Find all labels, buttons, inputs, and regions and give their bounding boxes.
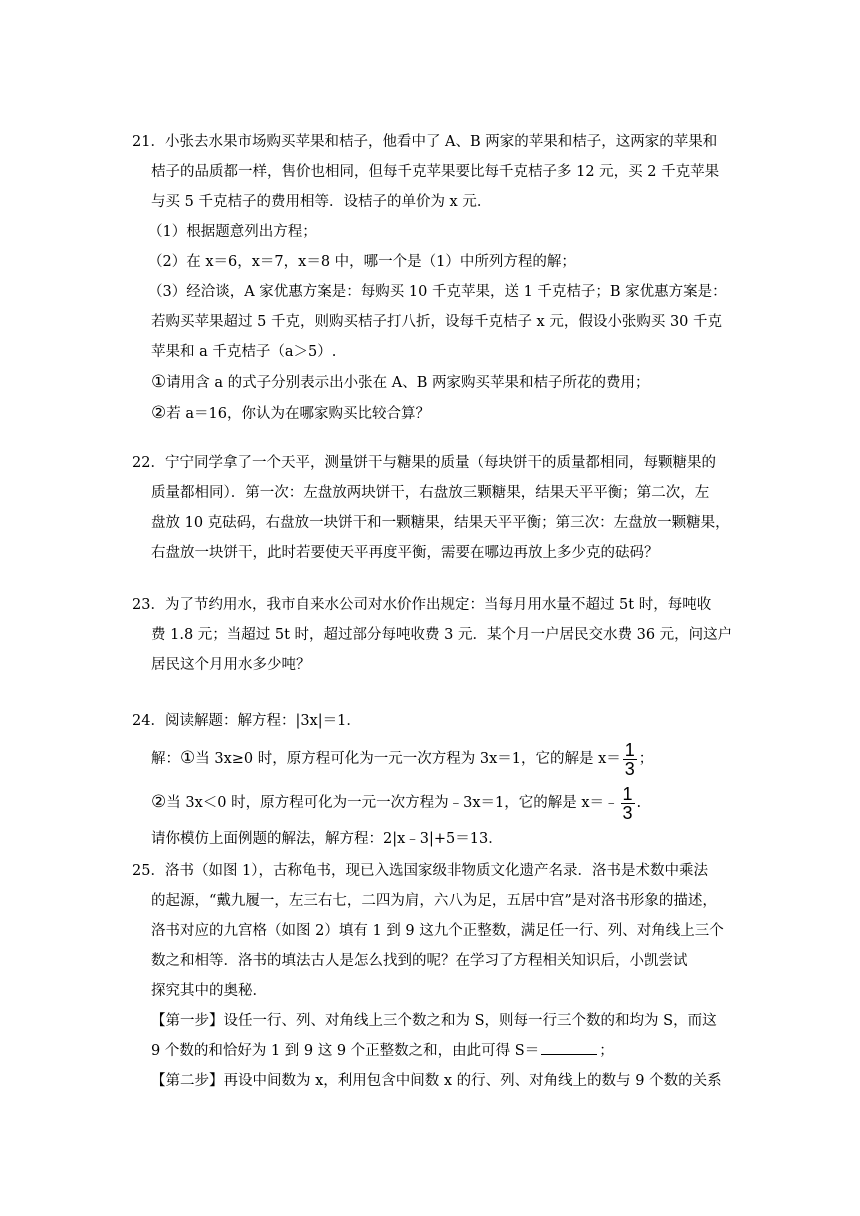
q23-line-2: 费 1.8 元；当超过 5t 时，超过部分每吨收费 3 元．某个月一户居民交水费 36 元，问这户 [151, 627, 733, 643]
circled-1-marker: ① [180, 748, 196, 768]
q21-part-1: （1）根据题意列出方程； [148, 224, 317, 240]
circled-1-marker: ① [151, 372, 167, 392]
q25-line-3: 洛书对应的九宫格（如图 2）填有 1 到 9 这九个正整数，满足任一行、列、对角线上三个 [151, 923, 724, 939]
q21-subpart-2 [132, 398, 732, 429]
question-22 [132, 448, 732, 568]
q21-line-2: 桔子的品质都一样，售价也相同，但每千克苹果要比每千克桔子多 12 元，买 2 千克苹果 [151, 164, 720, 180]
q21-subpart-1-text: 请用含 a 的式子分别表示出小张在 A、B 两家购买苹果和桔子所花的费用； [166, 375, 650, 391]
question-25 [132, 856, 732, 1096]
fraction-numerator: 1 [624, 739, 635, 760]
question-24 [132, 706, 732, 854]
question-23 [132, 590, 732, 680]
q23-line-3: 居民这个月用水多少吨？ [151, 657, 311, 673]
q21-part-3-line-1: （3）经洽谈，A 家优惠方案是：每购买 10 千克苹果，送 1 千克桔子；B 家优惠方案是： [148, 284, 727, 300]
q24-solution-1 [132, 736, 732, 780]
q22-line-3: 盘放 10 克砝码，右盘放一块饼干和一颗糖果，结果天平平衡；第三次：左盘放一颗糖果， [151, 515, 730, 531]
fraction-one-third [623, 741, 637, 778]
q21-subpart-2-text: 若 a＝16，你认为在哪家购买比较合算？ [166, 406, 430, 422]
fraction-one-third [621, 785, 635, 822]
q24-solution-2 [132, 780, 732, 824]
q25-step-2-line-1: 【第二步】再设中间数为 x，利用包含中间数 x 的行、列、对角线上的数与 9 个数的关系 [151, 1073, 722, 1089]
answer-blank[interactable] [541, 1038, 597, 1055]
circled-2-marker: ② [151, 403, 167, 423]
q25-line-1: 25．洛书（如图 1），古称龟书，现已入选国家级非物质文化遗产名录．洛书是术数中乘法 [132, 863, 709, 879]
q25-step-1-end: ； [599, 1043, 614, 1059]
q25-line-5: 探究其中的奥秘． [151, 983, 267, 999]
q24-solution-1-end: ； [638, 751, 654, 767]
q25-step-1-line-2 [132, 1036, 732, 1066]
q21-line-3: 与买 5 千克桔子的费用相等．设桔子的单价为 x 元． [151, 194, 492, 210]
fraction-denominator: 3 [624, 758, 635, 779]
q21-part-2: （2）在 x＝6，x＝7，x＝8 中，哪一个是（1）中所列方程的解； [148, 254, 576, 270]
q24-solution-prefix: 解： [151, 751, 180, 767]
q22-line-1: 22．宁宁同学拿了一个天平，测量饼干与糖果的质量（每块饼干的质量都相同，每颗糖果的 [132, 455, 716, 471]
q24-solution-2-end: . [636, 795, 642, 811]
q25-line-2: 的起源，“戴九履一，左三右七，二四为肩，六八为足，五居中宫”是对洛书形象的描述， [151, 893, 717, 909]
fraction-numerator: 1 [622, 783, 633, 804]
q24-line-4: 请你模仿上面例题的解法，解方程：2|x﹣3|+5＝13． [151, 831, 503, 847]
q24-solution-1-text: 当 3x≥0 时，原方程可化为一元一次方程为 3x＝1，它的解是 x＝ [195, 751, 621, 767]
q22-line-4: 右盘放一块饼干，此时若要使天平再度平衡，需要在哪边再放上多少克的砝码？ [151, 545, 659, 561]
q24-solution-2-text: 当 3x＜0 时，原方程可化为一元一次方程为﹣3x＝1，它的解是 x＝﹣ [166, 795, 619, 811]
q21-subpart-1 [132, 367, 732, 398]
q25-step-1-line-1: 【第一步】设任一行、列、对角线上三个数之和为 S，则每一行三个数的和均为 S，而这 [151, 1013, 717, 1029]
fraction-denominator: 3 [622, 802, 633, 823]
q21-part-3-line-3: 苹果和 a 千克桔子（a＞5）. [151, 344, 337, 360]
q25-line-4: 数之和相等．洛书的填法古人是怎么找到的呢？在学习了方程相关知识后，小凯尝试 [151, 953, 688, 969]
circled-2-marker: ② [151, 792, 167, 812]
q23-line-1: 23．为了节约用水，我市自来水公司对水价作出规定：当每月用水量不超过 5t 时，每吨收 [132, 597, 712, 613]
q24-line-1: 24．阅读解题：解方程：|3x|＝1． [132, 713, 361, 729]
question-21 [132, 127, 732, 429]
q21-part-3-line-2: 若购买苹果超过 5 千克，则购买桔子打八折，设每千克桔子 x 元，假设小张购买 30 千克 [151, 314, 723, 330]
q22-line-2: 质量都相同）．第一次：左盘放两块饼干，右盘放三颗糖果，结果天平平衡；第二次，左 [151, 485, 710, 501]
q21-line-1: 21．小张去水果市场购买苹果和桔子，他看中了 A、B 两家的苹果和桔子，这两家的苹果和 [132, 134, 718, 150]
q25-step-1-text: 9 个数的和恰好为 1 到 9 这 9 个正整数之和，由此可得 S＝ [151, 1043, 540, 1059]
